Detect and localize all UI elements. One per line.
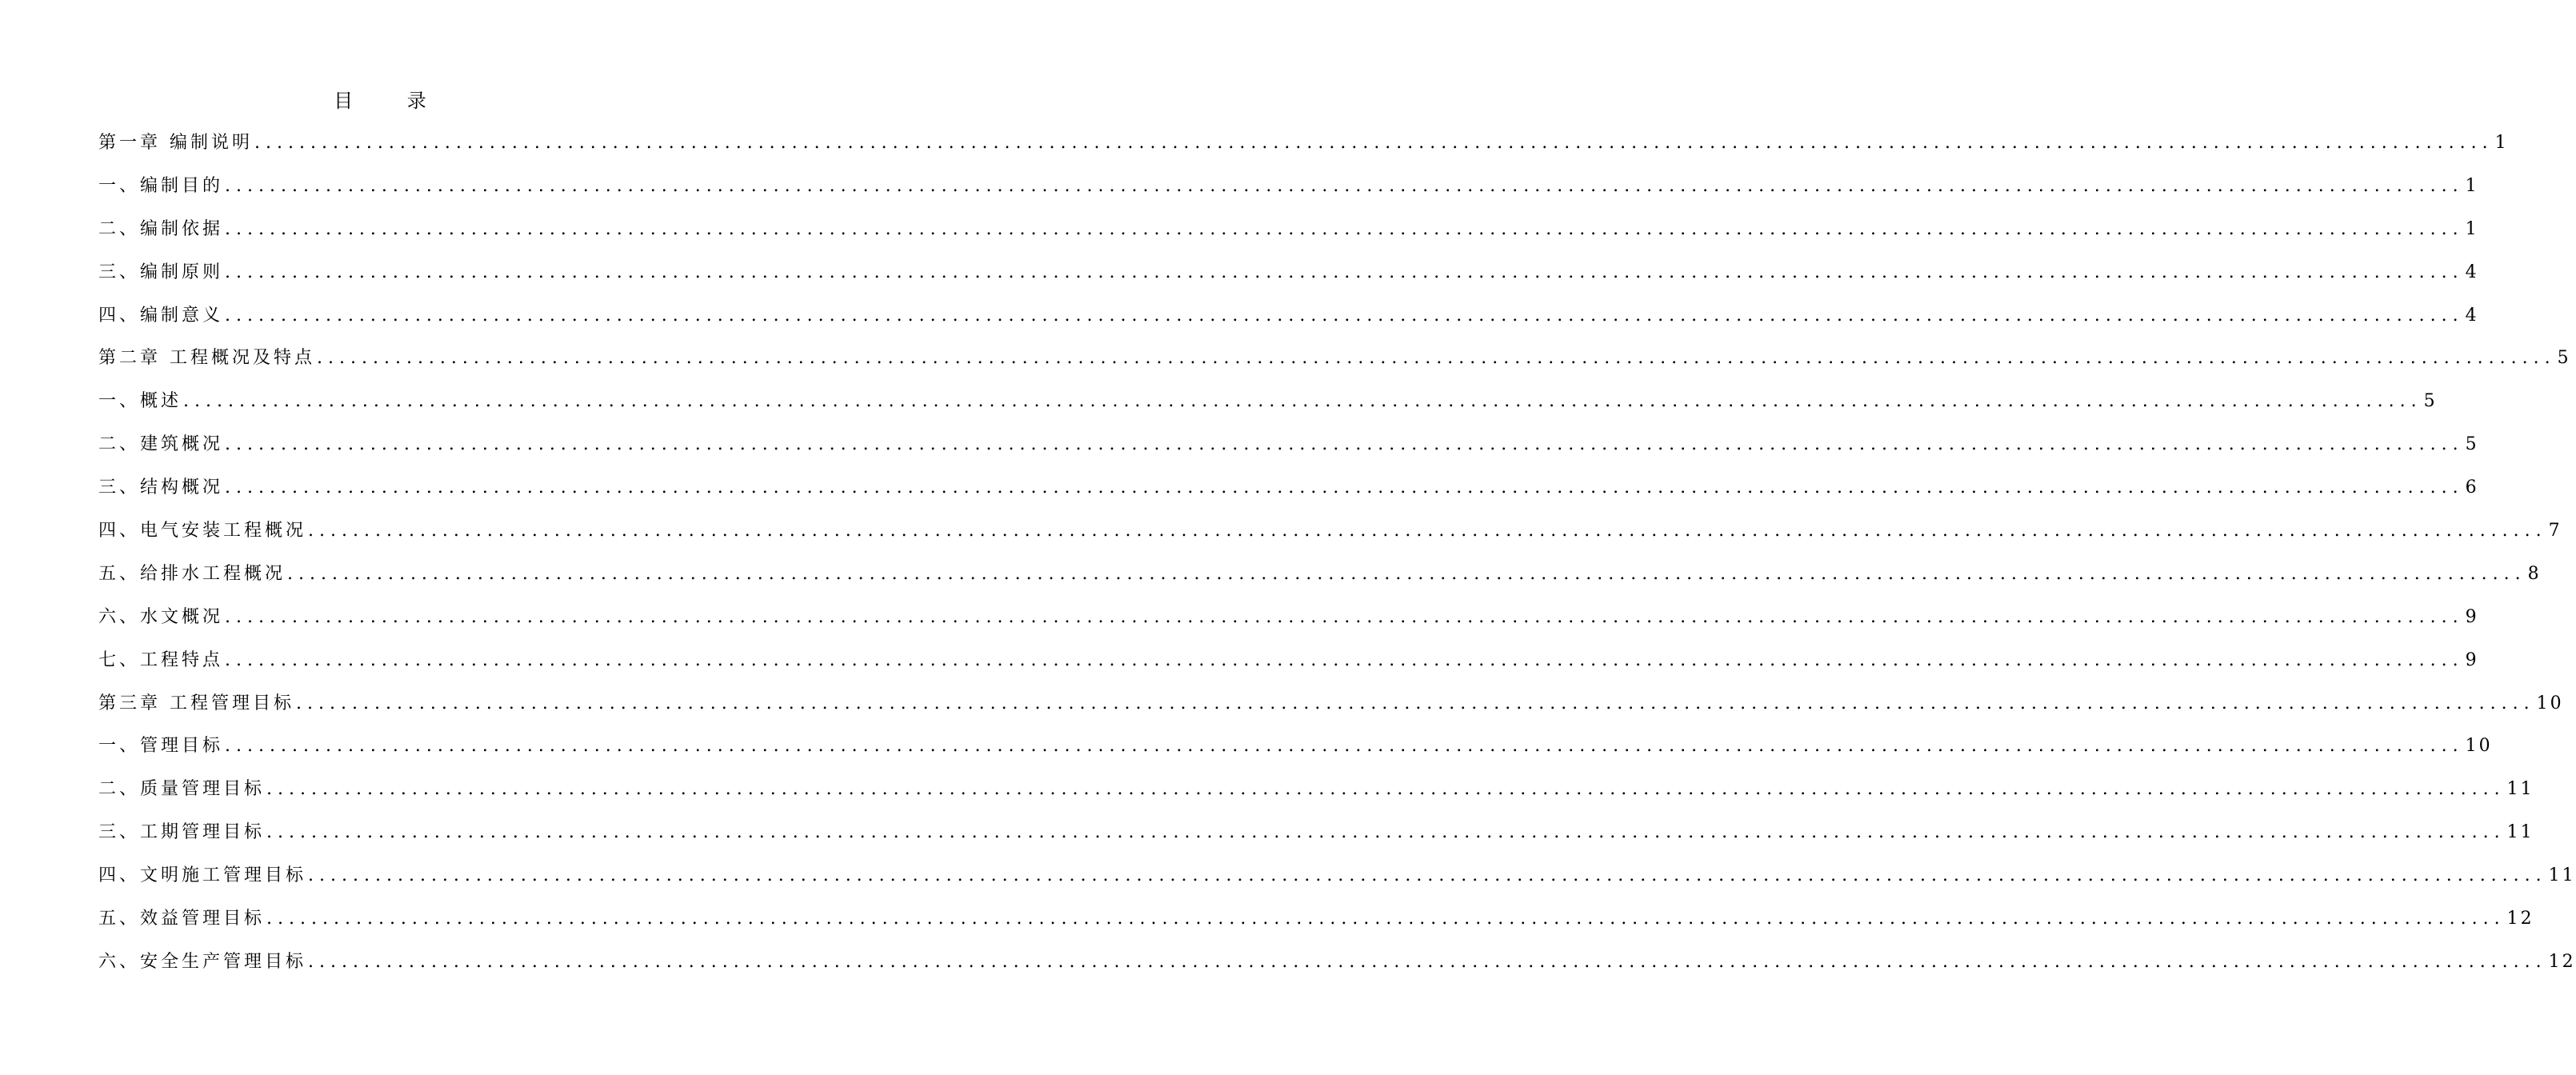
toc-dot-leader: ........................................................................................................................................................................................................ xyxy=(308,951,2547,972)
toc-entry-page-number: 10 xyxy=(2536,693,2564,713)
toc-entry-label: 六、安全生产管理目标 xyxy=(98,951,307,972)
toc-entry[interactable] xyxy=(98,645,2479,689)
toc-entry-label: 二、编制依据 xyxy=(98,218,224,239)
toc-entry-page-number: 5 xyxy=(2423,391,2438,412)
toc-list xyxy=(98,128,2576,990)
toc-dot-leader: ........................................................................................................................................................................................................ xyxy=(225,175,2464,196)
toc-entry[interactable] xyxy=(98,559,2542,602)
toc-dot-leader: ........................................................................................................................................................................................................ xyxy=(266,779,2506,800)
toc-entry-page-number: 4 xyxy=(2465,305,2479,326)
toc-entry-page-number: 1 xyxy=(2465,218,2479,239)
toc-entry[interactable] xyxy=(98,602,2479,645)
toc-entry[interactable] xyxy=(98,516,2562,559)
toc-entry-page-number: 12 xyxy=(2506,909,2534,929)
toc-dot-leader: ........................................................................................................................................................................................................ xyxy=(266,909,2506,929)
toc-entry-page-number: 8 xyxy=(2527,563,2542,584)
toc-entry-page-number: 6 xyxy=(2465,478,2479,498)
toc-entry[interactable] xyxy=(98,301,2479,344)
toc-entry[interactable] xyxy=(98,214,2479,258)
toc-entry[interactable] xyxy=(98,904,2534,947)
toc-dot-leader: ........................................................................................................................................................................................................ xyxy=(225,606,2464,627)
toc-dot-leader: ........................................................................................................................................................................................................ xyxy=(225,262,2464,282)
toc-entry-page-number: 5 xyxy=(2557,348,2571,369)
toc-entry-page-number: 11 xyxy=(2506,822,2534,843)
toc-entry-label: 一、编制目的 xyxy=(98,175,224,196)
toc-entry[interactable] xyxy=(98,430,2479,473)
toc-entry[interactable] xyxy=(98,128,2509,171)
toc-entry-label: 四、电气安装工程概况 xyxy=(98,521,307,541)
toc-dot-leader: ........................................................................................................................................................................................................ xyxy=(225,434,2464,455)
toc-entry[interactable] xyxy=(98,171,2479,214)
toc-entry-page-number: 11 xyxy=(2506,779,2534,800)
toc-dot-leader: ........................................................................................................................................................................................................ xyxy=(225,736,2464,757)
toc-entry-label: 一、概述 xyxy=(98,391,182,412)
toc-entry[interactable] xyxy=(98,861,2576,904)
toc-dot-leader: ........................................................................................................................................................................................................ xyxy=(183,391,2422,412)
toc-entry-page-number: 5 xyxy=(2465,434,2479,455)
toc-entry-label: 三、结构概况 xyxy=(98,478,224,498)
toc-dot-leader: ........................................................................................................................................................................................................ xyxy=(287,563,2526,584)
toc-entry-page-number: 9 xyxy=(2465,649,2479,670)
toc-entry-label: 四、编制意义 xyxy=(98,305,224,326)
toc-entry-label: 四、文明施工管理目标 xyxy=(98,865,307,886)
toc-entry[interactable] xyxy=(98,731,2493,774)
toc-dot-leader: ........................................................................................................................................................................................................ xyxy=(317,348,2556,369)
toc-title: 目 录 xyxy=(334,90,450,112)
toc-entry-page-number: 12 xyxy=(2548,951,2576,972)
toc-dot-leader: ........................................................................................................................................................................................................ xyxy=(225,478,2464,498)
toc-dot-leader: ........................................................................................................................................................................................................ xyxy=(225,218,2464,239)
toc-entry-page-number: 9 xyxy=(2465,606,2479,627)
toc-entry-label: 七、工程特点 xyxy=(98,649,224,670)
toc-dot-leader: ........................................................................................................................................................................................................ xyxy=(308,521,2547,541)
toc-dot-leader: ........................................................................................................................................................................................................ xyxy=(225,305,2464,326)
toc-entry-label: 五、效益管理目标 xyxy=(98,909,266,929)
toc-entry-page-number: 10 xyxy=(2465,736,2493,757)
toc-entry-page-number: 11 xyxy=(2548,865,2576,886)
toc-dot-leader: ........................................................................................................................................................................................................ xyxy=(266,822,2506,843)
toc-entry[interactable] xyxy=(98,689,2564,732)
toc-entry-page-number: 7 xyxy=(2548,521,2562,541)
toc-entry[interactable] xyxy=(98,817,2534,861)
toc-entry-label: 一、管理目标 xyxy=(98,736,224,757)
toc-entry-page-number: 1 xyxy=(2465,175,2479,196)
toc-entry-label: 三、工期管理目标 xyxy=(98,822,266,843)
toc-entry-label: 六、水文概况 xyxy=(98,606,224,627)
toc-entry-label: 三、编制原则 xyxy=(98,262,224,282)
toc-entry[interactable] xyxy=(98,343,2571,386)
toc-entry-label: 第三章 工程管理目标 xyxy=(98,693,294,713)
toc-entry[interactable] xyxy=(98,473,2479,516)
toc-dot-leader: ........................................................................................................................................................................................................ xyxy=(225,649,2464,670)
toc-entry[interactable] xyxy=(98,258,2479,301)
toc-entry[interactable] xyxy=(98,386,2438,430)
toc-entry-label: 五、给排水工程概况 xyxy=(98,563,286,584)
toc-entry-page-number: 4 xyxy=(2465,262,2479,282)
toc-dot-leader: ........................................................................................................................................................................................................ xyxy=(296,693,2535,713)
toc-entry-label: 第二章 工程概况及特点 xyxy=(98,348,315,369)
toc-entry-label: 二、质量管理目标 xyxy=(98,779,266,800)
toc-entry-label: 第一章 编制说明 xyxy=(98,133,253,153)
toc-dot-leader: ........................................................................................................................................................................................................ xyxy=(308,865,2547,886)
toc-dot-leader: ........................................................................................................................................................................................................ xyxy=(254,133,2494,153)
toc-entry-page-number: 1 xyxy=(2494,133,2509,153)
toc-entry-label: 二、建筑概况 xyxy=(98,434,224,455)
toc-entry[interactable] xyxy=(98,774,2534,817)
toc-entry[interactable] xyxy=(98,947,2576,990)
